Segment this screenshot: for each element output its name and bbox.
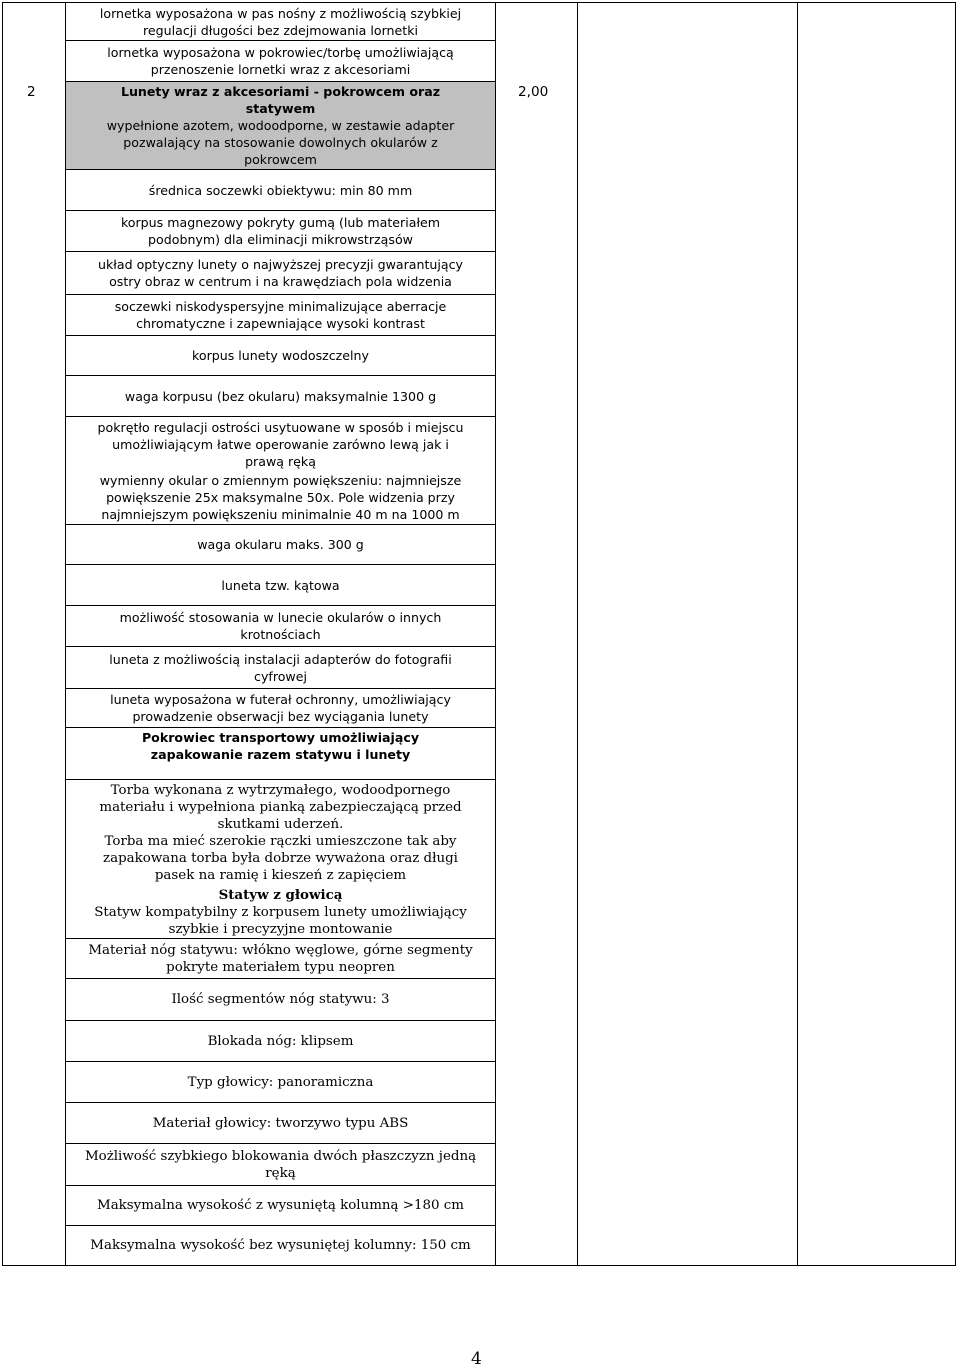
spec-cell: Maksymalna wysokość bez wysuniętej kolumny: 150 cm xyxy=(90,1238,471,1253)
spec-cell-bag: Torba wykonana z wytrzymałego, wodoodpornego materiału i wypełniona pianką zabezpieczającą przed skutkami uderzeń. Torba ma mieć szerokie rączki umieszczone tak aby zapakowana torba była dobrze wyważona oraz długi pasek na ramię i kieszeń z zapięciem xyxy=(99,783,462,883)
spec-cell: średnica soczewki obiektywu: min 80 mm xyxy=(148,182,413,198)
spec-cell: możliwość stosowania w lunecie okularów o innych krotnościach xyxy=(119,610,442,642)
spec-cell: układ optyczny lunety o najwyższej precyzji gwarantujący ostry obraz w centrum i na krawędziach pola widzenia xyxy=(98,257,463,289)
spec-cell: pokrętło regulacji ostrości usytuowane w sposób i miejscu umożliwiającym łatwe operowanie zarówno lewą jak i prawą ręką xyxy=(97,419,464,469)
spec-cell: lornetka wyposażona w pas nośny z możliwością szybkiej regulacji długości bez zdejmowania lornetki xyxy=(99,5,462,38)
page-number: 4 xyxy=(471,1349,482,1369)
spec-cell-product-header: Lunety wraz z akcesoriami - pokrowcem oraz statywem wypełnione azotem, wodoodporne, w zestawie adapter pozwalający na stosowanie dowolnych okularów z pokrowcem xyxy=(66,82,495,169)
table-col-divider xyxy=(797,2,798,1266)
spec-cell: luneta wyposażona w futerał ochronny, umożliwiający prowadzenie obserwacji bez wyciągania lunety xyxy=(110,692,451,724)
quantity-value: 2,00 xyxy=(518,84,549,100)
spec-cell: waga okularu maks. 300 g xyxy=(197,537,364,552)
spec-cell-tripod: Statyw z głowicą Statyw kompatybilny z korpusem lunety umożliwiający szybkie i precyzyjne montowanie xyxy=(94,886,467,937)
spec-cell-transport-case: Pokrowiec transportowy umożliwiający zapakowanie razem statywu i lunety xyxy=(141,730,420,762)
spec-cell: Materiał nóg statywu: włókno węglowe, górne segmenty pokryte materiałem typu neopren xyxy=(88,942,473,975)
table-col-divider xyxy=(577,2,578,1266)
spec-cell: Maksymalna wysokość z wysuniętą kolumną >180 cm xyxy=(96,1198,464,1213)
spec-cell: Materiał głowicy: tworzywo typu ABS xyxy=(152,1115,409,1131)
spec-cell: luneta z możliwością instalacji adapterów do fotografii cyfrowej xyxy=(109,651,452,684)
spec-cell: luneta tzw. kątowa xyxy=(221,577,340,593)
spec-cell: Blokada nóg: klipsem xyxy=(207,1033,354,1049)
row-number: 2 xyxy=(27,84,36,100)
spec-cell: wymienny okular o zmiennym powiększeniu: najmniejsze powiększenie 25x maksymalne 50x. Pole widzenia przy najmniejszym powiększeniu minimalnie 40 m na 1000 m xyxy=(99,472,462,522)
spec-cell: korpus magnezowy pokryty gumą (lub materiałem podobnym) dla eliminacji mikrowstrząsów xyxy=(120,215,441,247)
spec-cell: Ilość segmentów nóg statywu: 3 xyxy=(171,992,390,1007)
spec-cell: Możliwość szybkiego blokowania dwóch płaszczyzn jedną ręką xyxy=(84,1148,477,1181)
spec-cell: Typ głowicy: panoramiczna xyxy=(187,1074,374,1090)
spec-cell: waga korpusu (bez okularu) maksymalnie 1300 g xyxy=(124,388,437,404)
spec-cell: soczewki niskodyspersyjne minimalizujące aberracje chromatyczne i zapewniające wysoki kontrast xyxy=(114,299,447,331)
spec-cell: korpus lunety wodoszczelny xyxy=(192,348,369,363)
spec-cell: lornetka wyposażona w pokrowiec/torbę umożliwiającą przenoszenie lornetki wraz z akcesoriami xyxy=(107,45,454,77)
table-col-divider xyxy=(495,2,496,1266)
